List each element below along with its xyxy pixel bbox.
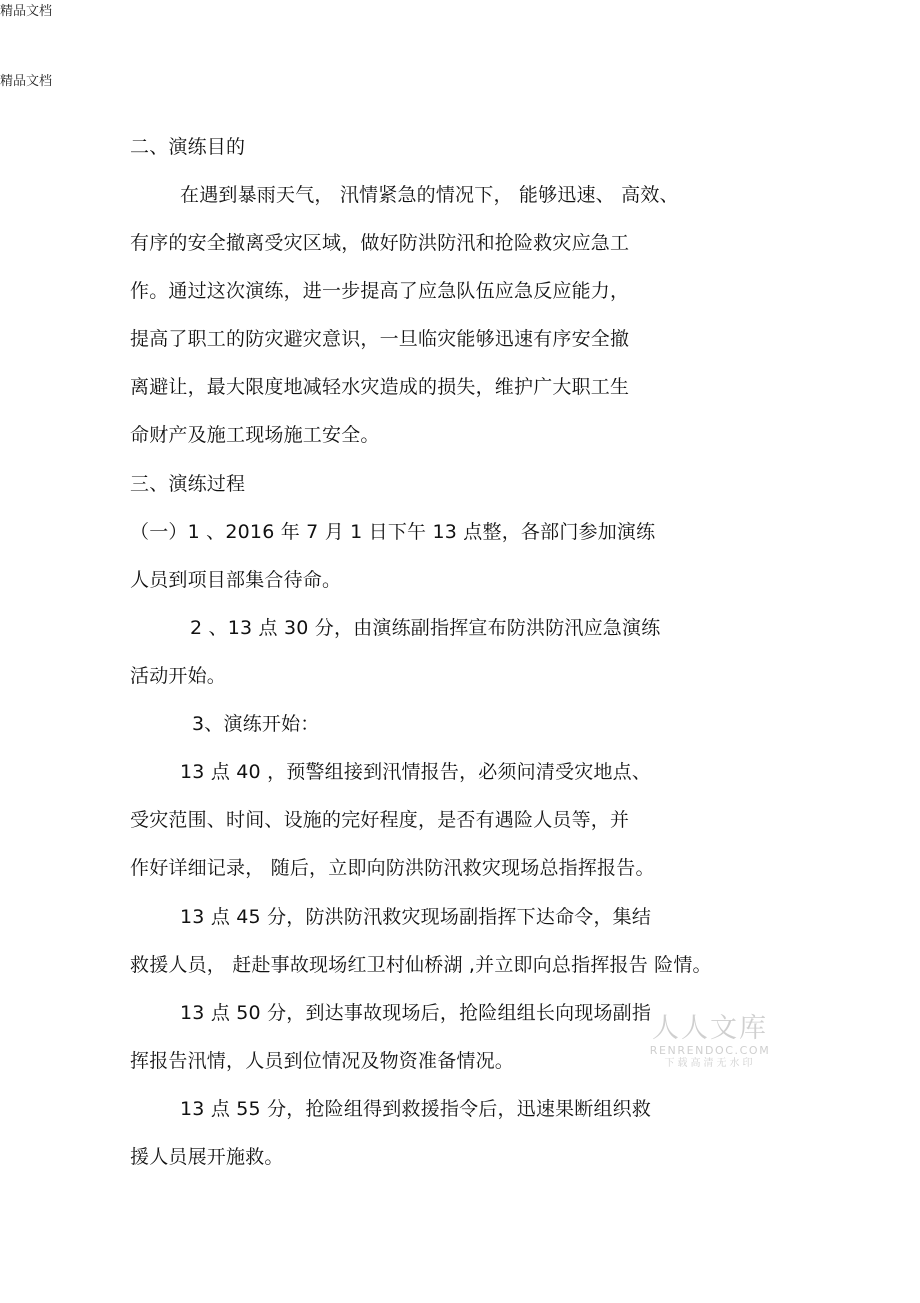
paragraph-line: 在遇到暴雨天气， 汛情紧急的情况下， 能够迅速、 高效、 — [180, 184, 679, 206]
paragraph-line: 2 、13 点 30 分，由演练副指挥宣布防洪防汛应急演练 — [190, 617, 661, 639]
paragraph-line: 挥报告汛情，人员到位情况及物资准备情况。 — [130, 1050, 515, 1072]
section-heading-drill-purpose: 二、演练目的 — [130, 136, 246, 158]
paragraph-line: 有序的安全撤离受灾区域，做好防洪防汛和抢险救灾应急工 — [130, 232, 630, 254]
section-heading-drill-process: 三、演练过程 — [130, 473, 246, 495]
watermark-site: RENRENDOC.COM — [649, 1044, 771, 1057]
paragraph-line: 提高了职工的防灾避灾意识，一旦临灾能够迅速有序安全撤 — [130, 328, 630, 350]
paragraph-line: 13 点 45 分，防洪防汛救灾现场副指挥下达命令，集结 — [180, 906, 652, 928]
watermark-logo — [648, 1014, 772, 1070]
paragraph-line: 13 点 50 分，到达事故现场后，抢险组组长向现场副指 — [180, 1002, 652, 1024]
paragraph-line: 活动开始。 — [130, 665, 227, 687]
watermark-title: 人人文库 — [652, 1013, 768, 1044]
paragraph-line: 命财产及施工现场施工安全。 — [130, 424, 380, 446]
paragraph-line: 作。通过这次演练，进一步提高了应急队伍应急反应能力， — [130, 280, 630, 302]
header-label-top: 精品文档 — [0, 4, 53, 19]
subheading-drill-start: 3、演练开始： — [192, 713, 320, 735]
header-label-second: 精品文档 — [0, 74, 53, 89]
paragraph-line: （一）1 、2016 年 7 月 1 日下午 13 点整，各部门参加演练 — [130, 521, 656, 543]
paragraph-line: 人员到项目部集合待命。 — [130, 569, 342, 591]
paragraph-line: 援人员展开施救。 — [130, 1146, 284, 1168]
paragraph-line: 作好详细记录， 随后，立即向防洪防汛救灾现场总指挥报告。 — [130, 857, 655, 879]
watermark-slogan: 下载高清无水印 — [664, 1058, 756, 1069]
paragraph-line: 离避让，最大限度地减轻水灾造成的损失，维护广大职工生 — [130, 376, 630, 398]
paragraph-line: 受灾范围、时间、设施的完好程度，是否有遇险人员等，并 — [130, 809, 630, 831]
paragraph-line: 13 点 55 分，抢险组得到救援指令后，迅速果断组织救 — [180, 1098, 652, 1120]
paragraph-line: 13 点 40 ，预警组接到汛情报告，必须问清受灾地点、 — [180, 761, 652, 783]
paragraph-line: 救援人员， 赶赴事故现场红卫村仙桥湖 ,并立即向总指挥报告 险情。 — [130, 954, 712, 976]
